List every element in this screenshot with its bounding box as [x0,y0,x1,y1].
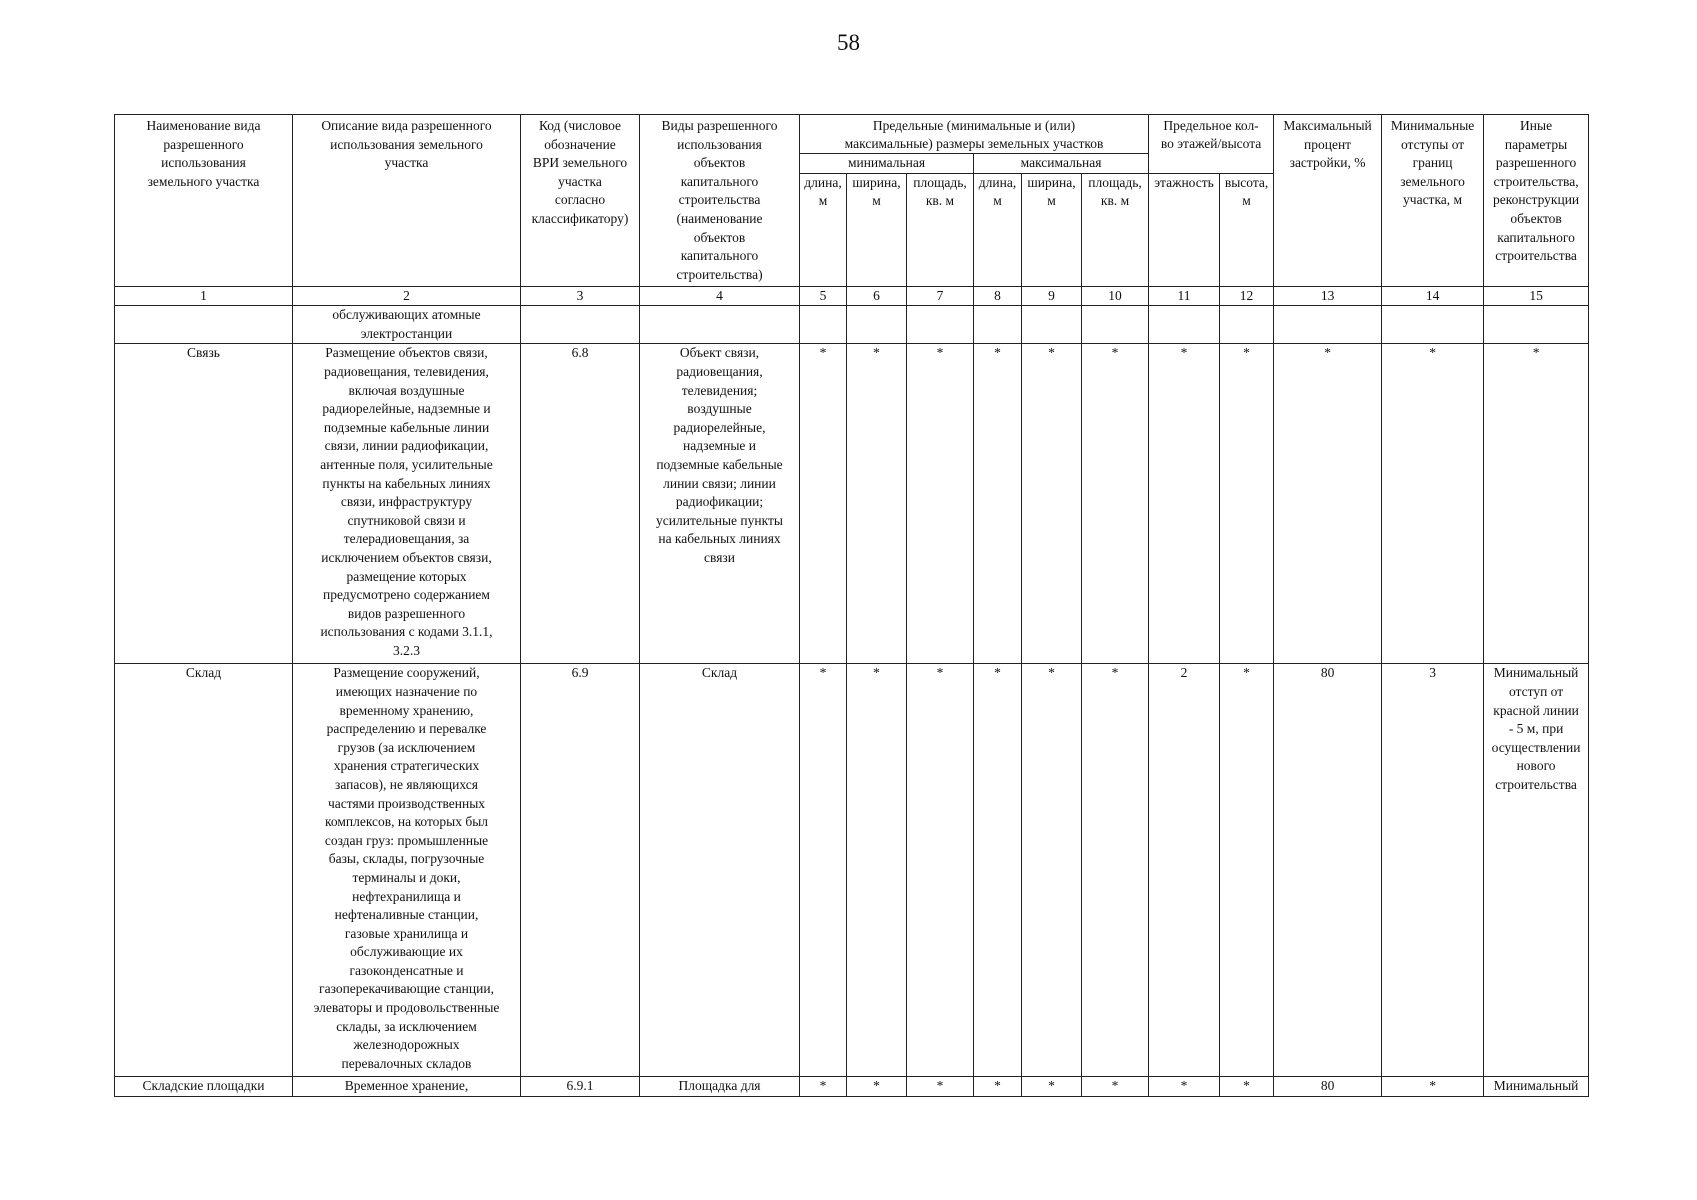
row-value: * [847,1077,907,1097]
page-number: 58 [837,30,860,55]
row-value: * [800,1077,847,1097]
column-number: 12 [1220,286,1274,306]
row-objects: Площадка для [640,1077,800,1097]
row-value: * [974,344,1022,664]
row-value: * [1220,664,1274,1077]
header-name: Наименование вида разрешенного использования земельного участка [115,115,293,287]
table-row [115,1077,1589,1097]
header-minimum: минимальная [800,154,974,174]
header-height: высота, м [1220,173,1274,286]
land-use-regulations-table [114,114,1589,1097]
header-min-width: ширина, м [847,173,907,286]
column-number: 6 [847,286,907,306]
header-other-parameters: Иные параметры разрешенного строительства, реконструкции объектов капитального строительства [1484,115,1589,287]
header-min-length: длина, м [800,173,847,286]
header-land-plot-dimensions: Предельные (минимальные и (или) максимальные) размеры земельных участков [800,115,1149,154]
row-value: * [1082,664,1149,1077]
row-value: * [800,344,847,664]
row-value: * [1082,344,1149,664]
table-row [115,664,1589,1077]
column-number: 1 [115,286,293,306]
row-value: * [1484,344,1589,664]
header-min-setbacks: Минимальные отступы от границ земельного участка, м [1382,115,1484,287]
row-value: * [1220,1077,1274,1097]
header-max-built-percent: Максимальный процент застройки, % [1274,115,1382,287]
column-number: 11 [1149,286,1220,306]
row-code: 6.8 [521,344,640,664]
row-name: Связь [115,344,293,664]
header-floors: этажность [1149,173,1220,286]
header-floors-height: Предельное кол- во этажей/высота [1149,115,1274,174]
row-value [1382,306,1484,344]
row-value: * [1149,344,1220,664]
row-code [521,306,640,344]
row-value: * [907,344,974,664]
row-value [974,306,1022,344]
row-name: Склад [115,664,293,1077]
row-objects: Объект связи, радиовещания, телевидения; воздушные радиорелейные, надземные и подземные кабельные линии связи; линии радиофикации; усилительные пункты на кабельных линиях связи [640,344,800,664]
row-value: * [1022,344,1082,664]
row-code: 6.9.1 [521,1077,640,1097]
header-max-area: площадь, кв. м [1082,173,1149,286]
header-code: Код (числовое обозначение ВРИ земельного участка согласно классификатору) [521,115,640,287]
row-description: Временное хранение, [293,1077,521,1097]
table-row [115,306,1589,344]
row-value: * [1220,344,1274,664]
row-description: Размещение объектов связи, радиовещания, телевидения, включая воздушные радиорелейные, надземные и подземные кабельные линии связи, линии радиофикации, антенные поля, усилительные пункты на кабельных линиях связи, инфраструктуру спутниковой связи и телерадиовещания, за исключением объектов связи, размещение которых предусмотрено содержанием видов разрешенного использования с кодами 3.1.1, 3.2.3 [293,344,521,664]
column-number: 9 [1022,286,1082,306]
row-value: 80 [1274,1077,1382,1097]
row-value: * [800,664,847,1077]
row-value: * [1382,344,1484,664]
column-number: 2 [293,286,521,306]
row-name: Складские площадки [115,1077,293,1097]
row-objects: Склад [640,664,800,1077]
row-value [800,306,847,344]
row-value [907,306,974,344]
row-value: 2 [1149,664,1220,1077]
table-row [115,344,1589,664]
row-value [1082,306,1149,344]
row-value: * [847,664,907,1077]
row-value: Минимальный отступ от красной линии - 5 м, при осуществлении нового строительства [1484,664,1589,1077]
column-number: 13 [1274,286,1382,306]
column-number: 10 [1082,286,1149,306]
header-min-area: площадь, кв. м [907,173,974,286]
row-name [115,306,293,344]
row-value: * [907,1077,974,1097]
row-value [1484,306,1589,344]
row-value: * [847,344,907,664]
column-number: 5 [800,286,847,306]
row-value: * [1274,344,1382,664]
row-code: 6.9 [521,664,640,1077]
row-description: Размещение сооружений, имеющих назначение по временному хранению, распределению и перевалке грузов (за исключением хранения стратегических запасов), не являющихся частями производственных комплексов, на которых был создан груз: промышленные базы, склады, погрузочные терминалы и доки, нефтехранилища и нефтеналивные станции, газовые хранилища и обслуживающие их газоконденсатные и газоперекачивающие станции, элеваторы и продовольственные склады, за исключением железнодорожных перевалочных складов [293,664,521,1077]
row-value: 80 [1274,664,1382,1077]
row-value: * [974,1077,1022,1097]
header-maximum: максимальная [974,154,1149,174]
row-value [1220,306,1274,344]
column-number: 7 [907,286,974,306]
column-number: 14 [1382,286,1484,306]
header-objects: Виды разрешенного использования объектов капитального строительства (наименование объектов капитального строительства) [640,115,800,287]
row-value [1022,306,1082,344]
row-value [1274,306,1382,344]
row-value: 3 [1382,664,1484,1077]
header-max-width: ширина, м [1022,173,1082,286]
row-value [1149,306,1220,344]
row-value: * [1022,1077,1082,1097]
header-description: Описание вида разрешенного использования земельного участка [293,115,521,287]
header-max-length: длина, м [974,173,1022,286]
row-value: Минимальный [1484,1077,1589,1097]
column-number: 4 [640,286,800,306]
row-value [847,306,907,344]
row-description: обслуживающих атомные электростанции [293,306,521,344]
column-number: 8 [974,286,1022,306]
row-objects [640,306,800,344]
column-number: 15 [1484,286,1589,306]
row-value: * [1149,1077,1220,1097]
row-value: * [974,664,1022,1077]
row-value: * [1382,1077,1484,1097]
column-number: 3 [521,286,640,306]
row-value: * [1022,664,1082,1077]
row-value: * [1082,1077,1149,1097]
row-value: * [907,664,974,1077]
